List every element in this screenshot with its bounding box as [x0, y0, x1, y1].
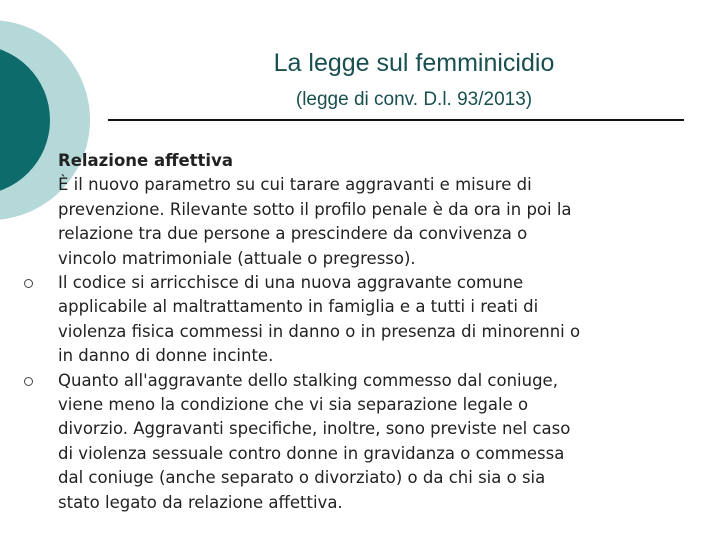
- slide-body: [58, 149, 698, 515]
- bullet-line: stato legato da relazione affettiva.: [58, 492, 343, 512]
- bullet-item: [58, 271, 698, 369]
- intro-line: relazione tra due persone a prescindere da convivenza o: [58, 224, 528, 244]
- bullet-line: Quanto all'aggravante dello stalking commesso dal coniuge,: [58, 370, 558, 390]
- bullet-item: [58, 369, 698, 515]
- bullet-line: Il codice si arricchisce di una nuova aggravante comune: [58, 273, 524, 293]
- bullet-circle-icon: [24, 279, 33, 288]
- bullet-line: divorzio. Aggravanti specifiche, inoltre, sono previste nel caso: [58, 419, 571, 439]
- bullet-line: dal coniuge (anche separato o divorziato) o da chi sia o sia: [58, 468, 546, 488]
- slide-subtitle: (legge di conv. D.l. 93/2013): [295, 89, 533, 110]
- intro-paragraph: [58, 149, 698, 271]
- bullet-line: applicabile al maltrattamento in famiglia e a tutti i reati di: [58, 297, 539, 317]
- bullet-line: violenza fisica commessi in danno o in presenza di minorenni o: [58, 321, 581, 341]
- slide-title: La legge sul femminicidio: [273, 49, 555, 77]
- intro-line: È il nuovo parametro su cui tarare aggravanti e misure di: [58, 175, 532, 195]
- bullet-circle-icon: [24, 377, 33, 386]
- section-heading: Relazione affettiva: [58, 151, 233, 170]
- bullet-line: di violenza sessuale contro donne in gravidanza o commessa: [58, 443, 565, 463]
- title-divider: [108, 119, 684, 121]
- bullet-line: in danno di donne incinte.: [58, 346, 274, 366]
- intro-line: prevenzione. Rilevante sotto il profilo penale è da ora in poi la: [58, 199, 572, 219]
- intro-line: vincolo matrimoniale (attuale o pregresso).: [58, 248, 416, 268]
- bullet-line: viene meno la condizione che vi sia separazione legale o: [58, 395, 529, 415]
